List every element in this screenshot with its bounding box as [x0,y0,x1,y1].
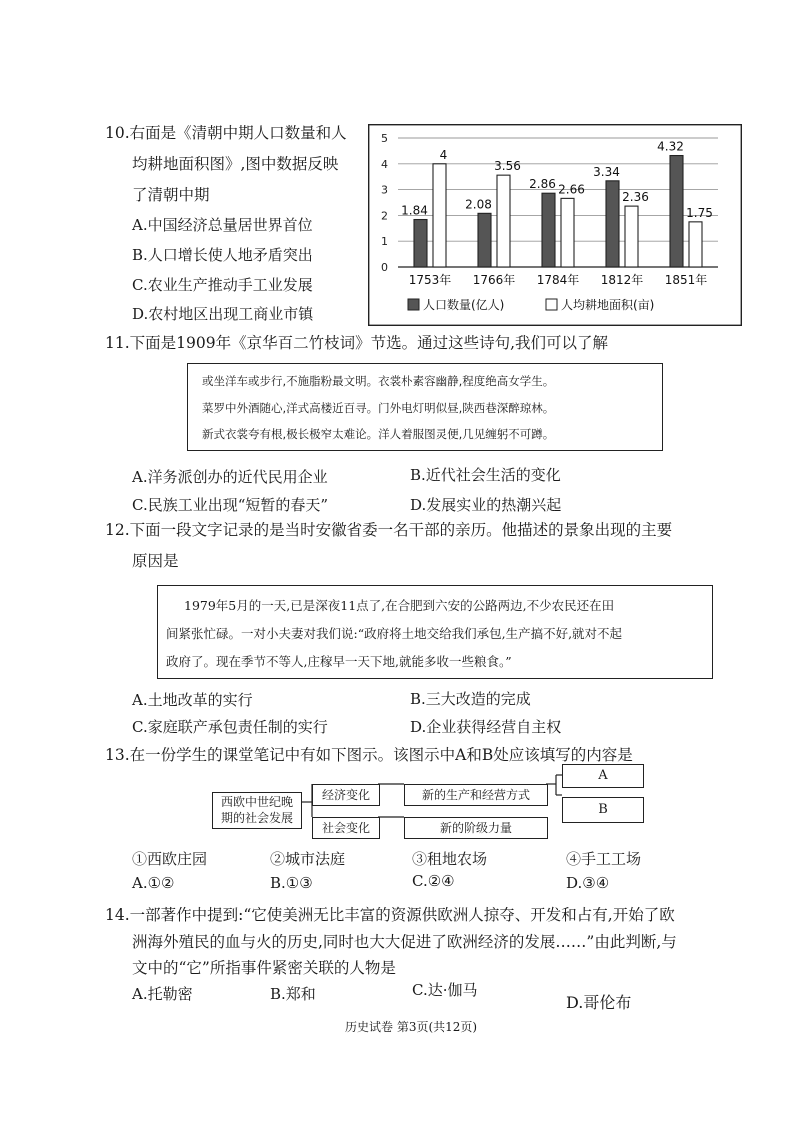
chart-value-label: 2.86 [529,177,556,192]
q14-option-a[interactable]: A.托勒密 [132,985,193,1003]
q10-option-a[interactable]: A.中国经济总量居世界首位 [132,216,313,234]
chart-bar-population [542,193,555,267]
q12-option-c[interactable]: C.家庭联产承包责任制的实行 [132,718,328,736]
q13-item-4: ④手工工场 [566,850,642,868]
poem-line-1: 或坐洋车或步行,不施脂粉最文明。衣裳朴素容幽静,程度绝高女学生。 [202,374,555,388]
diagram-root [212,792,302,829]
chart-value-label: 1.84 [401,203,428,218]
q10-option-b[interactable]: B.人口增长使人地矛盾突出 [132,246,313,264]
poem-line-3: 新式衣裳夸有根,极长极窄太难论。洋人着服图灵便,几见缠躬不可蹲。 [202,427,555,441]
q11-option-c[interactable]: C.民族工业出现“短暂的春天” [132,496,329,514]
diagram-new-production: 新的生产和经营方式 [404,784,548,806]
q12-option-d[interactable]: D.企业获得经营自主权 [410,718,562,736]
diagram-root-line1: 西欧中世纪晚 [220,795,293,809]
chart-x-tick-label: 1812年 [600,273,644,287]
chart-x-tick-label: 1784年 [536,273,580,287]
population-farmland-chart [368,124,742,326]
quote-line-3: 政府了。现在季节不等人,庄稼早一天下地,就能多收一些粮食。” [166,654,512,669]
chart-bar-farmland [689,222,702,267]
q13-option-b[interactable]: B.①③ [270,874,313,892]
chart-bar-farmland [625,206,638,267]
chart-bar-population [414,220,427,267]
q10-stem-line2: 均耕地面积图》,图中数据反映 [132,155,339,173]
diagram-root-line2: 期的社会发展 [220,811,293,825]
chart-bar-farmland [497,175,510,267]
diagram-econ-change: 经济变化 [312,784,380,806]
q10-stem-line3: 了清朝中期 [132,186,210,204]
q11-option-a[interactable]: A.洋务派创办的近代民用企业 [132,468,328,486]
quote-line-1: 1979年5月的一天,已是深夜11点了,在合肥到六安的公路两边,不少农民还在田 [184,598,615,613]
legend-label-population: 人口数量(亿人) [423,298,505,312]
q10-option-d[interactable]: D.农村地区出现工商业市镇 [132,305,314,323]
chart-y-tick-label: 0 [381,261,388,274]
chart-value-label: 2.36 [622,190,649,205]
q11-option-b[interactable]: B.近代社会生活的变化 [410,466,561,484]
chart-y-tick-label: 1 [381,235,388,249]
chart-x-tick-label: 1753年 [408,273,452,287]
q13-option-c[interactable]: C.②④ [412,872,455,890]
chart-bar-population [670,156,683,267]
chart-y-tick-label: 4 [381,157,388,171]
q13-option-a[interactable]: A.①② [132,874,175,892]
page-footer: 历史试卷 第3页(共12页) [345,1020,478,1034]
chart-bar-population [606,181,619,267]
poem-box [187,363,663,451]
quote-box [157,585,713,679]
q12-option-a[interactable]: A.土地改革的实行 [132,691,253,709]
q12-option-b[interactable]: B.三大改造的完成 [410,690,531,708]
quote-line-2: 间紧张忙碌。一对小夫妻对我们说:“政府将土地交给我们承包,生产搞不好,就对不起 [166,626,623,641]
diagram-new-class: 新的阶级力量 [404,817,548,839]
q10-stem-line1: 10.右面是《清朝中期人口数量和人 [105,124,347,142]
poem-line-2: 菜罗中外酒随心,洋式高楼近百寻。门外电灯明似昼,陕西巷深醉琼林。 [202,401,555,415]
chart-y-tick-label: 2 [381,209,388,223]
chart-value-label: 2.08 [465,197,492,212]
q13-item-1: ①西欧庄园 [132,850,208,868]
q12-stem-line1: 12.下面一段文字记录的是当时安徽省委一名干部的亲历。他描述的景象出现的主要 [105,521,673,539]
q13-item-2: ②城市法庭 [270,850,346,868]
chart-x-tick-label: 1851年 [664,273,708,287]
q14-option-d[interactable]: D.哥伦布 [566,993,632,1012]
q14-stem-line3: 文中的“它”所指事件紧密关联的人物是 [132,959,396,977]
q14-option-b[interactable]: B.郑和 [270,985,316,1003]
chart-value-label: 4 [439,147,448,162]
diagram-social-change: 社会变化 [312,817,380,839]
chart-x-tick-label: 1766年 [472,273,516,287]
chart-value-label: 2.66 [558,182,585,197]
q11-option-d[interactable]: D.发展实业的热潮兴起 [410,496,562,514]
chart-y-tick-label: 5 [381,132,388,145]
legend-swatch-population [408,299,419,310]
legend-swatch-farmland [546,299,557,310]
diagram-blank-b: B [562,797,644,823]
chart-value-label: 1.75 [686,205,713,220]
chart-bar-population [478,213,491,267]
q13-stem: 13.在一份学生的课堂笔记中有如下图示。该图示中A和B处应该填写的内容是 [105,746,633,764]
q13-option-d[interactable]: D.③④ [566,874,610,892]
chart-y-tick-label: 3 [381,183,388,197]
chart-value-label: 3.34 [593,164,620,179]
q14-option-c[interactable]: C.达·伽马 [412,981,478,999]
q14-stem-line1: 14.一部著作中提到:“它使美洲无比丰富的资源供欧洲人掠夺、开发和占有,开始了欧 [105,906,675,924]
diagram-blank-a: A [562,764,644,788]
q10-option-c[interactable]: C.农业生产推动手工业发展 [132,276,313,294]
q11-stem: 11.下面是1909年《京华百二竹枝词》节选。通过这些诗句,我们可以了解 [105,334,609,352]
chart-bar-farmland [433,164,446,267]
q12-stem-line2: 原因是 [132,552,179,570]
legend-label-farmland: 人均耕地面积(亩) [561,298,655,312]
chart-value-label: 4.32 [657,139,684,154]
chart-bar-farmland [561,198,574,267]
q13-item-3: ③租地农场 [412,850,488,868]
q14-stem-line2: 洲海外殖民的血与火的历史,同时也大大促进了欧洲经济的发展……”由此判断,与 [132,933,677,951]
chart-value-label: 3.56 [494,159,521,174]
